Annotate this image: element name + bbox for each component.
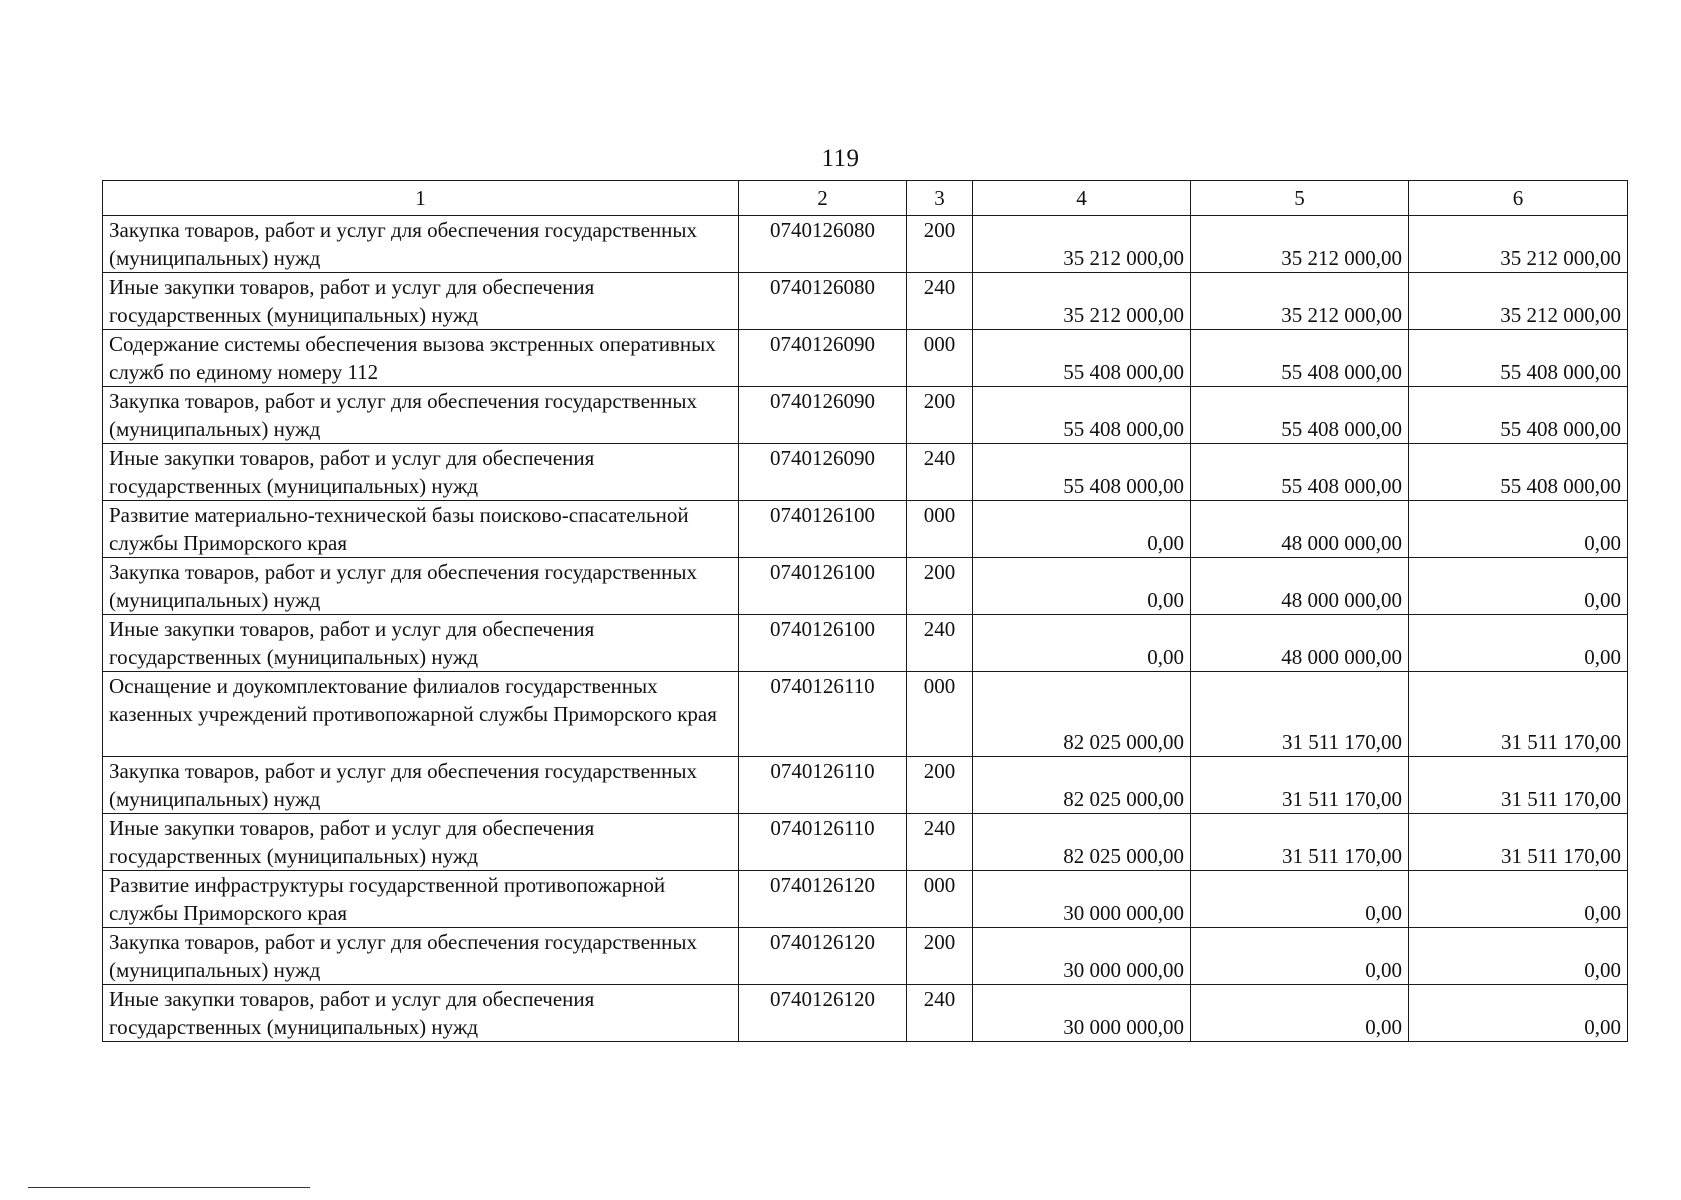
row-amount-col5: 0,00	[1191, 928, 1409, 985]
header-col-1: 1	[103, 181, 739, 216]
row-name: Закупка товаров, работ и услуг для обеспечения государственных (муниципальных) нужд	[103, 216, 739, 273]
row-amount-col4: 55 408 000,00	[973, 444, 1191, 501]
row-name: Закупка товаров, работ и услуг для обеспечения государственных (муниципальных) нужд	[103, 387, 739, 444]
row-amount-col4: 30 000 000,00	[973, 985, 1191, 1042]
header-col-2: 2	[739, 181, 907, 216]
row-name: Оснащение и доукомплектование филиалов государственных казенных учреждений противопожарной службы Приморского края	[103, 672, 739, 757]
row-code: 0740126110	[739, 814, 907, 871]
row-amount-col5: 55 408 000,00	[1191, 330, 1409, 387]
table-row	[103, 273, 1628, 330]
row-amount-col4: 0,00	[973, 615, 1191, 672]
header-col-4: 4	[973, 181, 1191, 216]
row-amount-col4: 0,00	[973, 501, 1191, 558]
row-amount-col6: 0,00	[1409, 615, 1628, 672]
table-row	[103, 871, 1628, 928]
row-type: 000	[907, 501, 973, 558]
row-name: Развитие инфраструктуры государственной противопожарной службы Приморского края	[103, 871, 739, 928]
row-code: 0740126090	[739, 387, 907, 444]
row-name: Закупка товаров, работ и услуг для обеспечения государственных (муниципальных) нужд	[103, 558, 739, 615]
row-code: 0740126100	[739, 615, 907, 672]
header-row	[103, 181, 1628, 216]
row-name: Закупка товаров, работ и услуг для обеспечения государственных (муниципальных) нужд	[103, 757, 739, 814]
row-type: 240	[907, 444, 973, 501]
row-amount-col4: 55 408 000,00	[973, 387, 1191, 444]
row-code: 0740126090	[739, 330, 907, 387]
row-amount-col5: 48 000 000,00	[1191, 501, 1409, 558]
row-type: 200	[907, 928, 973, 985]
row-name: Иные закупки товаров, работ и услуг для обеспечения государственных (муниципальных) нужд	[103, 615, 739, 672]
row-type: 240	[907, 273, 973, 330]
row-name: Содержание системы обеспечения вызова экстренных оперативных служб по единому номеру 112	[103, 330, 739, 387]
row-amount-col4: 82 025 000,00	[973, 672, 1191, 757]
row-code: 0740126080	[739, 216, 907, 273]
table-row	[103, 757, 1628, 814]
table-row	[103, 444, 1628, 501]
row-amount-col4: 35 212 000,00	[973, 273, 1191, 330]
table-row	[103, 387, 1628, 444]
row-amount-col5: 31 511 170,00	[1191, 672, 1409, 757]
table-row	[103, 985, 1628, 1042]
table-row	[103, 672, 1628, 757]
row-amount-col4: 30 000 000,00	[973, 871, 1191, 928]
row-amount-col4: 82 025 000,00	[973, 757, 1191, 814]
row-amount-col6: 35 212 000,00	[1409, 216, 1628, 273]
row-type: 000	[907, 672, 973, 757]
row-name: Иные закупки товаров, работ и услуг для обеспечения государственных (муниципальных) нужд	[103, 273, 739, 330]
row-name: Иные закупки товаров, работ и услуг для обеспечения государственных (муниципальных) нужд	[103, 444, 739, 501]
table-row	[103, 814, 1628, 871]
row-amount-col5: 0,00	[1191, 871, 1409, 928]
row-type: 000	[907, 330, 973, 387]
row-code: 0740126120	[739, 928, 907, 985]
row-amount-col6: 55 408 000,00	[1409, 444, 1628, 501]
row-amount-col5: 48 000 000,00	[1191, 615, 1409, 672]
table-row	[103, 330, 1628, 387]
row-amount-col4: 0,00	[973, 558, 1191, 615]
table-row	[103, 928, 1628, 985]
row-code: 0740126120	[739, 871, 907, 928]
row-amount-col6: 0,00	[1409, 985, 1628, 1042]
row-amount-col5: 35 212 000,00	[1191, 273, 1409, 330]
header-col-6: 6	[1409, 181, 1628, 216]
footnote-divider	[28, 1187, 310, 1188]
row-amount-col5: 31 511 170,00	[1191, 757, 1409, 814]
row-amount-col6: 31 511 170,00	[1409, 757, 1628, 814]
row-amount-col6: 31 511 170,00	[1409, 814, 1628, 871]
row-type: 240	[907, 615, 973, 672]
table-row	[103, 501, 1628, 558]
row-amount-col5: 35 212 000,00	[1191, 216, 1409, 273]
row-amount-col6: 0,00	[1409, 928, 1628, 985]
page-number: 119	[821, 145, 860, 172]
row-amount-col6: 0,00	[1409, 871, 1628, 928]
row-type: 200	[907, 216, 973, 273]
row-name: Иные закупки товаров, работ и услуг для обеспечения государственных (муниципальных) нужд	[103, 985, 739, 1042]
row-amount-col5: 0,00	[1191, 985, 1409, 1042]
row-amount-col5: 31 511 170,00	[1191, 814, 1409, 871]
row-code: 0740126090	[739, 444, 907, 501]
row-amount-col6: 55 408 000,00	[1409, 330, 1628, 387]
row-code: 0740126100	[739, 558, 907, 615]
row-amount-col5: 48 000 000,00	[1191, 558, 1409, 615]
row-code: 0740126120	[739, 985, 907, 1042]
row-code: 0740126080	[739, 273, 907, 330]
table-row	[103, 216, 1628, 273]
table-header	[103, 181, 1628, 216]
header-col-5: 5	[1191, 181, 1409, 216]
row-code: 0740126110	[739, 672, 907, 757]
row-amount-col6: 35 212 000,00	[1409, 273, 1628, 330]
row-type: 200	[907, 387, 973, 444]
row-type: 240	[907, 814, 973, 871]
row-name: Закупка товаров, работ и услуг для обеспечения государственных (муниципальных) нужд	[103, 928, 739, 985]
budget-table	[102, 180, 1628, 1042]
row-name: Развитие материально-технической базы поисково-спасательной службы Приморского края	[103, 501, 739, 558]
row-amount-col6: 31 511 170,00	[1409, 672, 1628, 757]
row-type: 000	[907, 871, 973, 928]
table-body	[103, 216, 1628, 1042]
row-amount-col4: 35 212 000,00	[973, 216, 1191, 273]
table-row	[103, 615, 1628, 672]
row-amount-col6: 0,00	[1409, 501, 1628, 558]
row-type: 240	[907, 985, 973, 1042]
row-amount-col5: 55 408 000,00	[1191, 387, 1409, 444]
row-code: 0740126100	[739, 501, 907, 558]
row-type: 200	[907, 757, 973, 814]
header-col-3: 3	[907, 181, 973, 216]
row-amount-col5: 55 408 000,00	[1191, 444, 1409, 501]
row-amount-col6: 55 408 000,00	[1409, 387, 1628, 444]
row-code: 0740126110	[739, 757, 907, 814]
row-amount-col4: 55 408 000,00	[973, 330, 1191, 387]
row-amount-col4: 30 000 000,00	[973, 928, 1191, 985]
row-amount-col4: 82 025 000,00	[973, 814, 1191, 871]
row-name: Иные закупки товаров, работ и услуг для обеспечения государственных (муниципальных) нужд	[103, 814, 739, 871]
row-type: 200	[907, 558, 973, 615]
table-row	[103, 558, 1628, 615]
row-amount-col6: 0,00	[1409, 558, 1628, 615]
